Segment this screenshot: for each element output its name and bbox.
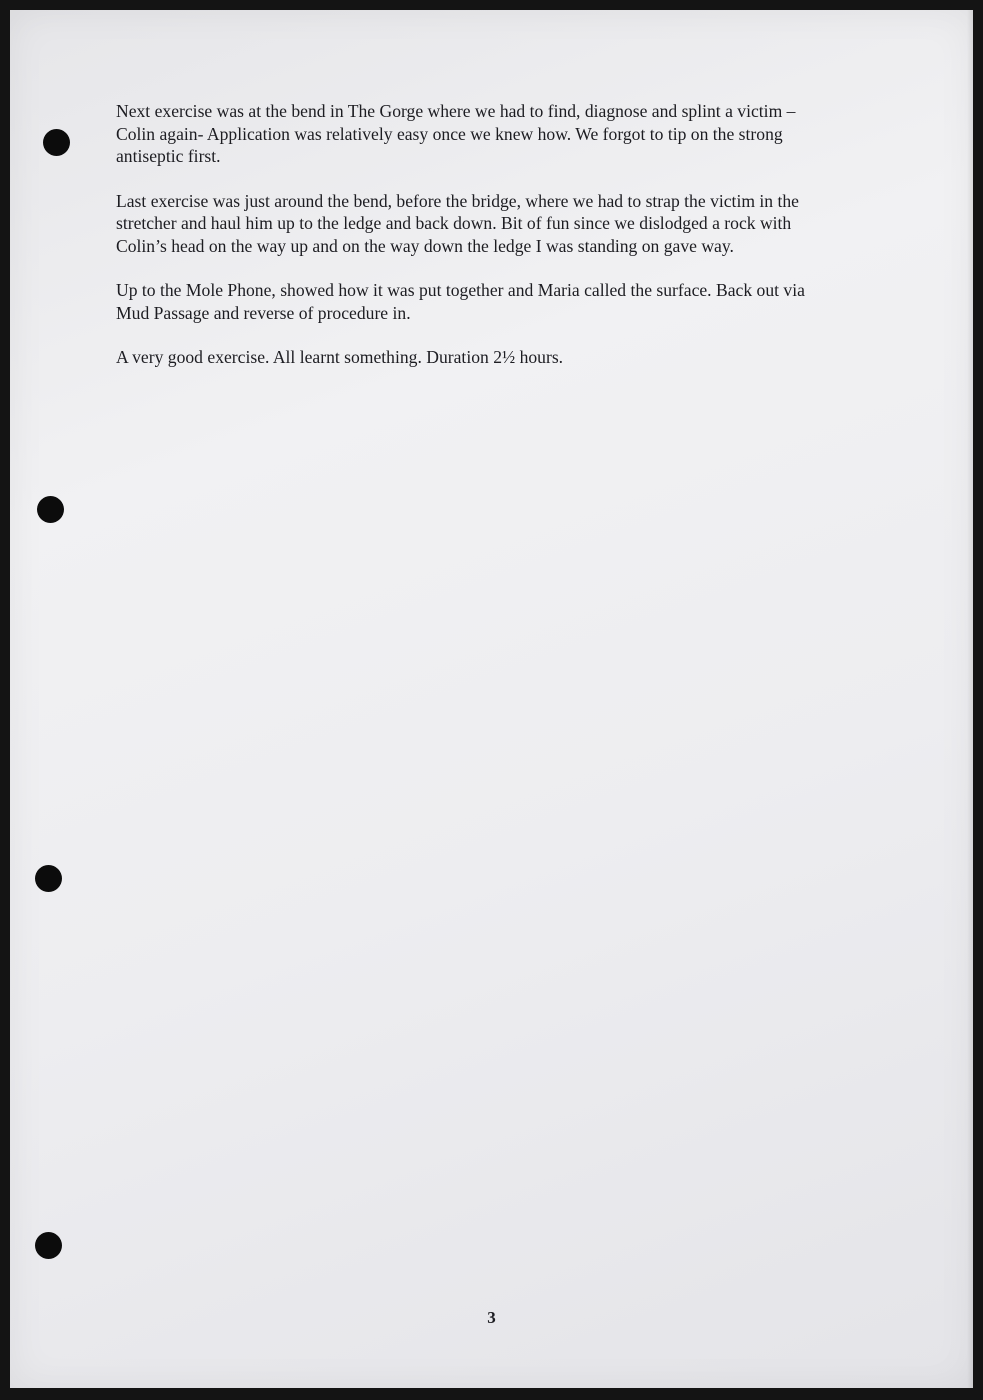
paragraph-mole-phone: Up to the Mole Phone, showed how it was put together and Maria called the surface. Back out via Mud Passage and reverse of procedure in. — [116, 280, 805, 323]
punch-hole — [35, 1232, 62, 1259]
paragraph-stretcher-exercise: Last exercise was just around the bend, before the bridge, where we had to strap the victim in the stretcher and haul him up to the ledge and back down. Bit of fun since we dislodged a rock with Colin’s head on the way up and on the way down the ledge I was standing on gave way. — [116, 190, 799, 256]
punch-hole — [35, 865, 62, 892]
paragraph-summary: A very good exercise. All learnt something. Duration 2½ hours. — [116, 347, 564, 367]
page-number: 3 — [487, 1308, 496, 1327]
document-body — [116, 100, 888, 391]
punch-hole — [37, 496, 64, 523]
paragraph-splint-exercise: Next exercise was at the bend in The Gorge where we had to find, diagnose and splint a victim – Colin again- Application was relatively easy once we knew how. We forgot to tip on the strong antiseptic first. — [116, 101, 796, 166]
paper-sheet — [10, 10, 973, 1388]
paper-edge-shadow — [967, 10, 973, 1388]
punch-hole — [43, 129, 70, 156]
